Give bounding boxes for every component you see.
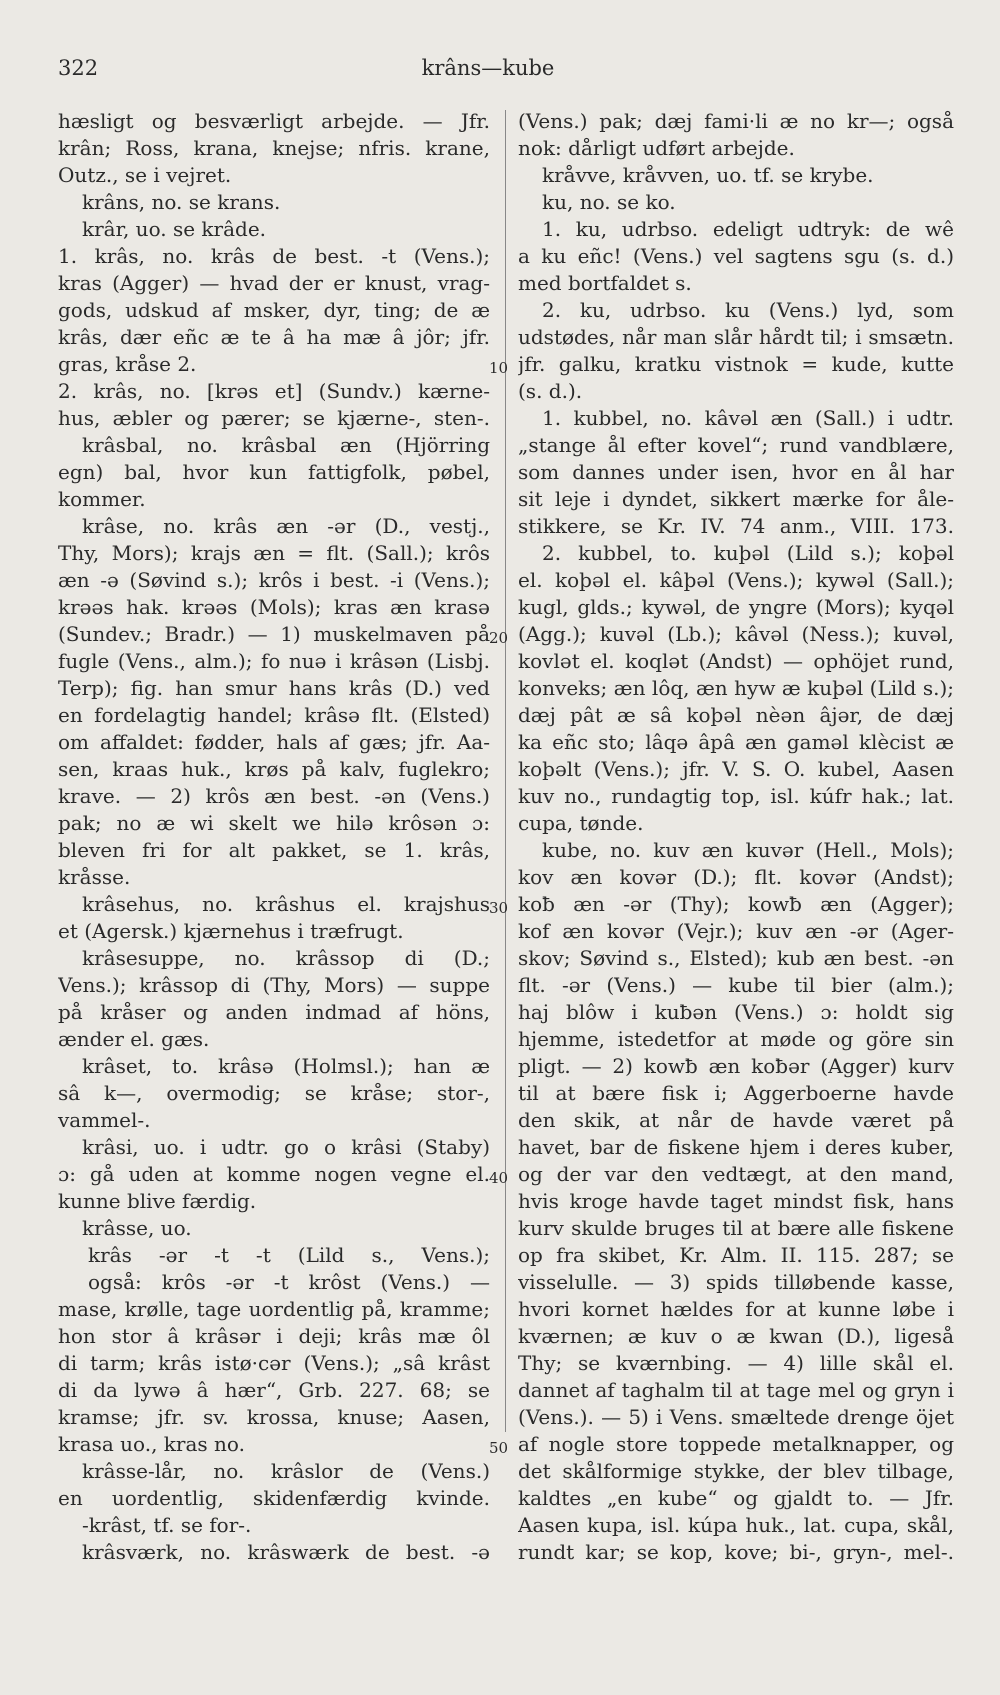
right-col-line: det skålformige stykke, der blev tilbage, (518, 1459, 954, 1483)
right-col-line: den skik, at når de havde været på (518, 1108, 954, 1132)
left-col-line: hæsligt og besværligt arbejde. — Jfr. (58, 109, 490, 133)
right-col-line: havet, bar de fiskene hjem i deres kuber, (518, 1135, 954, 1159)
right-col-line: Thy; se kværnbing. — 4) lille skål el. (518, 1351, 954, 1375)
left-column (58, 108, 490, 1566)
right-col-line: haj blôw i kuƀən (Vens.) ɔ: holdt sig (518, 1000, 954, 1024)
right-col-line: jfr. galku, kratku vistnok = kude, kutte (518, 352, 954, 376)
right-col-line: ku, no. se ko. (542, 190, 676, 214)
left-col-line: krân; Ross, krana, knejse; nfris. krane, (58, 136, 490, 160)
left-col-line: di da lywə â hær“, Grb. 227. 68; se (58, 1378, 490, 1402)
line-marker: 20 (489, 629, 509, 647)
left-col-line: ænder el. gæs. (58, 1027, 210, 1051)
right-col-line: 1. ku, udrbso. edeligt udtryk: de wê (542, 217, 954, 241)
left-col-line: gods, udskud af msker, dyr, ting; de æ (58, 298, 490, 322)
left-col-line: æn -ə (Søvind s.); krôs i best. -i (Vens.); (58, 568, 490, 592)
right-col-line: kof æn kovər (Vejr.); kuv æn -ər (Ager- (518, 919, 954, 943)
left-col-line: kommer. (58, 487, 146, 511)
right-col-line: sit leje i dyndet, sikkert mærke for åle- (518, 487, 954, 511)
left-col-line: krâsehus, no. krâshus el. krajshus (82, 892, 490, 916)
left-col-line: di tarm; krâs istø·cər (Vens.); „sâ krâst (58, 1351, 490, 1375)
right-col-line: og der var den vedtægt, at den mand, (518, 1162, 954, 1186)
right-col-line: kværnen; æ kuv o æ kwan (D.), ligeså (518, 1324, 954, 1348)
left-col-line: krave. — 2) krôs æn best. -ən (Vens.) (58, 784, 490, 808)
running-head: krâns—kube (421, 56, 555, 80)
left-col-line: fugle (Vens., alm.); fo nuə i krâsən (Lisbj. (58, 649, 490, 673)
right-col-line: (Vens.) pak; dæj fami·li æ no kr—; også (518, 109, 954, 133)
left-col-line: krâsbal, no. krâsbal æn (Hjörring (82, 433, 490, 457)
left-col-line: også: krôs -ər -t krôst (Vens.) — (88, 1270, 490, 1294)
left-col-line: (Sundev.; Bradr.) — 1) muskelmaven på (58, 622, 490, 646)
right-col-line: koƀ æn -ər (Thy); kowƀ æn (Agger); (518, 892, 954, 916)
right-col-line: nok: dårligt udført arbejde. (518, 136, 795, 160)
left-col-line: Thy, Mors); krajs æn = flt. (Sall.); krôs (58, 541, 490, 565)
right-col-line: til at bære fisk i; Aggerboerne havde (518, 1081, 954, 1105)
left-col-line: ɔ: gå uden at komme nogen vegne el. (58, 1162, 490, 1186)
right-col-line: som dannes under isen, hvor en ål har (518, 460, 954, 484)
right-col-line: op fra skibet, Kr. Alm. II. 115. 287; se (518, 1243, 954, 1267)
left-col-line: vammel-. (58, 1108, 151, 1132)
right-col-line: pligt. — 2) kowƀ æn koƀər (Agger) kurv (518, 1054, 954, 1078)
left-col-line: krâns, no. se krans. (82, 190, 281, 214)
right-col-line: kuv no., rundagtig top, isl. kúfr hak.; lat. (518, 784, 954, 808)
right-col-line: kråvve, kråvven, uo. tf. se krybe. (542, 163, 874, 187)
left-col-line: krâsse-lår, no. krâslor de (Vens.) (82, 1459, 490, 1483)
left-col-line: krâse, no. krâs æn -ər (D., vestj., (82, 514, 490, 538)
right-col-line: dæj pât æ sâ koþəl nèən âjər, de dæj (518, 703, 954, 727)
right-col-line: med bortfaldet s. (518, 271, 692, 295)
right-col-line: stikkere, se Kr. IV. 74 anm., VIII. 173. (518, 514, 954, 538)
right-col-line: Aasen kupa, isl. kúpa huk., lat. cupa, skål, (518, 1513, 954, 1537)
right-col-line: „stange ål efter kovel“; rund vandblære, (518, 433, 954, 457)
left-col-line: Vens.); krâssop di (Thy, Mors) — suppe (58, 973, 490, 997)
right-col-line: kugl, glds.; kywəl, de yngre (Mors); kyqəl (518, 595, 954, 619)
right-col-line: cupa, tønde. (518, 811, 644, 835)
line-marker: 50 (489, 1439, 509, 1457)
left-col-line: kråsse. (58, 865, 131, 889)
left-col-line: Outz., se i vejret. (58, 163, 232, 187)
right-col-line: hjemme, istedetfor at møde og göre sin (518, 1027, 954, 1051)
left-col-line: mase, krølle, tage uordentlig på, kramme; (58, 1297, 490, 1321)
right-col-line: rundt kar; se kop, kove; bi-, gryn-, mel-. (518, 1540, 954, 1564)
left-col-line: en fordelagtig handel; krâsə flt. (Elsted) (58, 703, 490, 727)
left-col-line: krâsesuppe, no. krâssop di (D.; (82, 946, 490, 970)
right-col-line: hvis kroge havde taget mindst fisk, hans (518, 1189, 954, 1213)
left-col-line: hon stor â krâsər i deji; krâs mæ ôl (58, 1324, 490, 1348)
left-col-line: krâs -ər -t -t (Lild s., Vens.); (88, 1243, 490, 1267)
right-col-line: kov æn kovər (D.); flt. kovər (Andst); (518, 865, 954, 889)
left-col-line: -krâst, tf. se for-. (82, 1513, 252, 1537)
left-col-line: krâsi, uo. i udtr. go o krâsi (Staby) (82, 1135, 490, 1159)
right-col-line: visselulle. — 3) spids tilløbende kasse, (518, 1270, 954, 1294)
left-col-line: krasa uo., kras no. (58, 1432, 245, 1456)
left-col-line: krâs, dær eñc æ te â ha mæ â jôr; jfr. (58, 325, 490, 349)
page-number: 322 (58, 56, 99, 80)
line-marker: 40 (489, 1169, 509, 1187)
right-col-line: (s. d.). (518, 379, 583, 403)
left-col-line: bleven fri for alt pakket, se 1. krâs, (58, 838, 490, 862)
right-col-line: ka eñc sto; lâqə âpâ æn gaməl klècist æ (518, 730, 954, 754)
right-col-line: skov; Søvind s., Elsted); kub æn best. -ən (518, 946, 954, 970)
right-col-line: koþəlt (Vens.); jfr. V. S. O. kubel, Aasen (518, 757, 954, 781)
right-col-line: (Vens.). — 5) i Vens. smæltede drenge öjet (518, 1405, 954, 1429)
right-col-line: a ku eñc! (Vens.) vel sagtens sgu (s. d.) (518, 244, 954, 268)
left-col-line: krəəs hak. krəəs (Mols); kras æn krasə (58, 595, 490, 619)
left-col-line: 1. krâs, no. krâs de best. -t (Vens.); (58, 244, 490, 268)
right-col-line: hvori kornet hældes for at kunne løbe i (518, 1297, 954, 1321)
right-col-line: af nogle store toppede metalknapper, og (518, 1432, 954, 1456)
right-col-line: (Agg.); kuvəl (Lb.); kâvəl (Ness.); kuvəl, (518, 622, 954, 646)
left-col-line: krâsse, uo. (82, 1216, 192, 1240)
right-col-line: kaldtes „en kube“ og gjaldt to. — Jfr. (518, 1486, 954, 1510)
left-col-line: et (Agersk.) kjærnehus i træfrugt. (58, 919, 404, 943)
right-column (518, 108, 954, 1566)
left-col-line: kunne blive færdig. (58, 1189, 257, 1213)
left-col-line: kramse; jfr. sv. krossa, knuse; Aasen, (58, 1405, 490, 1429)
left-col-line: gras, kråse 2. (58, 352, 197, 376)
right-col-line: flt. -ər (Vens.) — kube til bier (alm.); (518, 973, 954, 997)
right-col-line: 2. kubbel, to. kuþəl (Lild s.); koþəl (542, 541, 954, 565)
left-col-line: kras (Agger) — hvad der er knust, vrag- (58, 271, 490, 295)
left-col-line: egn) bal, hvor kun fattigfolk, pøbel, (58, 460, 490, 484)
left-col-line: krâset, to. krâsə (Holmsl.); han æ (82, 1054, 490, 1078)
page-header (58, 56, 918, 86)
left-col-line: om affaldet: fødder, hals af gæs; jfr. Aa- (58, 730, 490, 754)
left-col-line: på kråser og anden indmad af höns, (58, 1000, 490, 1024)
right-col-line: udstødes, når man slår hårdt til; i smsætn. (518, 325, 954, 349)
left-col-line: en uordentlig, skidenfærdig kvinde. (58, 1486, 490, 1510)
left-col-line: Terp); fig. han smur hans krâs (D.) ved (58, 676, 490, 700)
left-col-line: sâ k—, overmodig; se kråse; stor-, (58, 1081, 490, 1105)
right-col-line: kovlət el. koqlət (Andst) — ophöjet rund, (518, 649, 954, 673)
left-col-line: sen, kraas huk., krøs på kalv, fuglekro; (58, 757, 490, 781)
right-col-line: 1. kubbel, no. kâvəl æn (Sall.) i udtr. (542, 406, 954, 430)
left-col-line: krâr, uo. se krâde. (82, 217, 267, 241)
right-col-line: el. koþəl el. kâþəl (Vens.); kywəl (Sall.); (518, 568, 954, 592)
left-col-line: krâsværk, no. krâswærk de best. -ə (82, 1540, 490, 1564)
left-col-line: pak; no æ wi skelt we hilə krôsən ɔ: (58, 811, 490, 835)
right-col-line: dannet af taghalm til at tage mel og gryn i (518, 1378, 954, 1402)
column-divider (505, 110, 506, 1432)
right-col-line: 2. ku, udrbso. ku (Vens.) lyd, som (542, 298, 954, 322)
left-col-line: hus, æbler og pærer; se kjærne-, sten-. (58, 406, 490, 430)
line-marker: 10 (489, 359, 509, 377)
right-col-line: konveks; æn lôq, æn hyw æ kuþəl (Lild s.); (518, 676, 954, 700)
line-marker: 30 (489, 899, 509, 917)
right-col-line: kurv skulde bruges til at bære alle fiskene (518, 1216, 954, 1240)
left-col-line: 2. krâs, no. [krəs et] (Sundv.) kærne- (58, 379, 490, 403)
right-col-line: kube, no. kuv æn kuvər (Hell., Mols); (542, 838, 954, 862)
